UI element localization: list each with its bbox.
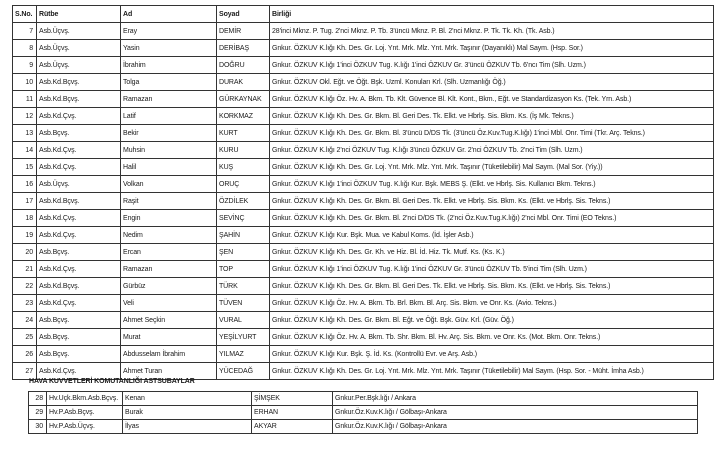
cell-unit: Gnkur. ÖZKUV K.lığı Kh. Des. Gr. Kh. ve Hiz. Bl. İd. Hiz. Tk. Mutf. Ks. (Ks. K.): [270, 244, 714, 261]
cell-surname: YÜCEDAĞ: [217, 363, 270, 380]
cell-unit: Gnkur. ÖZKUV K.lığı Kh. Des. Gr. Loj. Ynt. Mrk. Mlz. Ynt. Mrk. Taşınır (Tüketilebilir) Mal Saym. (Mal Sor. (Yiy.)): [270, 159, 714, 176]
cell-surname: YEŞİLYURT: [217, 329, 270, 346]
table-row: [13, 193, 714, 210]
table-row: [13, 23, 714, 40]
cell-surname: DERİBAŞ: [217, 40, 270, 57]
table-row: [13, 312, 714, 329]
cell-no: 17: [13, 193, 37, 210]
cell-rank: Asb.Kd.Çvş.: [37, 363, 121, 380]
cell-unit: Gnkur. ÖZKUV K.lığı Kh. Des. Gr. Bkm. Bl. Geri Des. Tk. Elkt. ve Hbrlş. Sis. Bkm. Ks. (Elkt. ve Hbrlş. Sis. Tekns.): [270, 193, 714, 210]
cell-rank: Asb.Bçvş.: [37, 346, 121, 363]
header-unit: Birliği: [270, 6, 714, 23]
cell-rank: Asb.Kd.Çvş.: [37, 261, 121, 278]
cell-no: 25: [13, 329, 37, 346]
table-row: [13, 91, 714, 108]
cell-first-name: Ahmet Seçkin: [121, 312, 217, 329]
cell-first-name: Tolga: [121, 74, 217, 91]
cell-surname: ORUÇ: [217, 176, 270, 193]
table-row: [13, 244, 714, 261]
cell-rank: Asb.Kd.Bçvş.: [37, 74, 121, 91]
cell-rank: Asb.Üçvş.: [37, 23, 121, 40]
header-rank: Rütbe: [37, 6, 121, 23]
cell-surname: KORKMAZ: [217, 108, 270, 125]
cell-unit: Gnkur. ÖZKUV K.lığı Kh. Des. Gr. Bkm. Bl. Geri Des. Tk. Elkt. ve Hbrlş. Sis. Bkm. Ks. (Elkt. ve Hbrlş. Sis. Tekns.): [270, 278, 714, 295]
cell-surname: ERHAN: [252, 406, 333, 420]
cell-unit: 28'inci Mknz. P. Tug. 2'nci Mknz. P. Tb. 3'üncü Mknz. P. Bl. 2'nci Mknz. P. Tk. Tk. Kh. (Tk. Asb.): [270, 23, 714, 40]
cell-unit: Gnkur. ÖZKUV K.lığı Öz. Hv. A. Bkm. Tb. Shr. Bkm. Bl. Hv. Arç. Sis. Bkm. ve Onr. Ks. (Mot. Bkm. Onr. Tekns.): [270, 329, 714, 346]
table-row: [13, 278, 714, 295]
cell-surname: ŞİMŞEK: [252, 392, 333, 406]
cell-rank: Asb.Kd.Çvş.: [37, 210, 121, 227]
cell-first-name: Ramazan: [121, 261, 217, 278]
table-header-row: [13, 6, 714, 23]
cell-first-name: Ercan: [121, 244, 217, 261]
cell-first-name: Volkan: [121, 176, 217, 193]
cell-first-name: Bekir: [121, 125, 217, 142]
cell-first-name: Abdusselam İbrahim: [121, 346, 217, 363]
cell-no: 15: [13, 159, 37, 176]
cell-unit: Gnkur. ÖZKUV K.lığı Kh. Des. Gr. Bkm. Bl. 2'nci D/DS Tk. (2'nci Öz.Kuv.Tug.K.lığı) 2'nci Mbl. Onr. Timi (EO Tekns.): [270, 210, 714, 227]
header-no: S.No.: [13, 6, 37, 23]
cell-no: 26: [13, 346, 37, 363]
cell-surname: TÜVEN: [217, 295, 270, 312]
cell-no: 28: [29, 392, 47, 406]
cell-unit: Gnkur. ÖZKUV K.lığı Kur. Bşk. Mua. ve Kabul Koms. (İd. İşler Asb.): [270, 227, 714, 244]
cell-unit: Gnkur. ÖZKUV K.lığı 2'nci ÖZKUV Tug. K.lığı 3'üncü ÖZKUV Gr. 2'nci ÖZKUV Tb. 2'nci Tim (Slh. Uzm.): [270, 142, 714, 159]
table-row: [13, 74, 714, 91]
cell-no: 10: [13, 74, 37, 91]
cell-unit: Gnkur. ÖZKUV K.lığı Kur. Bşk. Ş. İd. Ks. (Kontrollü Evr. ve Arş. Asb.): [270, 346, 714, 363]
header-first-name: Ad: [121, 6, 217, 23]
table-row: [13, 125, 714, 142]
table-row: [13, 295, 714, 312]
table-row: [13, 159, 714, 176]
table-row: [13, 210, 714, 227]
cell-no: 29: [29, 406, 47, 420]
table-row: [13, 57, 714, 74]
cell-no: 14: [13, 142, 37, 159]
cell-unit: Gnkur.Öz.Kuv.K.lığı / Gölbaşı-Ankara: [333, 420, 698, 434]
table-body: [13, 23, 714, 380]
cell-surname: DOĞRU: [217, 57, 270, 74]
table-row: [13, 108, 714, 125]
table-row: [13, 363, 714, 380]
cell-first-name: Ramazan: [121, 91, 217, 108]
cell-no: 9: [13, 57, 37, 74]
cell-rank: Asb.Üçvş.: [37, 57, 121, 74]
cell-unit: Gnkur. ÖZKUV K.lığı Öz. Hv. A. Bkm. Tb. Klt. Güvence Bl. Klt. Kont., Bkm., Eğt. ve Standardizasyon Ks. (Tek. Yrn. Asb.): [270, 91, 714, 108]
cell-rank: Asb.Kd.Çvş.: [37, 108, 121, 125]
cell-rank: Asb.Bçvş.: [37, 312, 121, 329]
cell-unit: Gnkur. ÖZKUV K.lığı 1'inci ÖZKUV Tug. K.lığı Kur. Bşk. MEBS Ş. (Elkt. ve Hbrlş. Sis. Kullanıcı Bkm. Tekns.): [270, 176, 714, 193]
cell-surname: ŞAHİN: [217, 227, 270, 244]
cell-rank: Hv.Uçk.Bkm.Asb.Bçvş.: [47, 392, 123, 406]
table-row: [13, 346, 714, 363]
cell-surname: DURAK: [217, 74, 270, 91]
personnel-table: [12, 5, 714, 380]
cell-surname: TÜRK: [217, 278, 270, 295]
cell-rank: Asb.Üçvş.: [37, 176, 121, 193]
table-row: [13, 142, 714, 159]
cell-no: 22: [13, 278, 37, 295]
cell-surname: AKYAR: [252, 420, 333, 434]
cell-rank: Asb.Bçvş.: [37, 244, 121, 261]
cell-unit: Gnkur. ÖZKUV K.lığı Kh. Des. Gr. Loj. Ynt. Mrk. Mlz. Ynt. Mrk. Taşınır (Tüketilebilir) Mal Saym. (Hsp. Sor. - Müht. İmha Asb.): [270, 363, 714, 380]
cell-first-name: Yasin: [121, 40, 217, 57]
cell-unit: Gnkur.Öz.Kuv.K.lığı / Gölbaşı-Ankara: [333, 406, 698, 420]
cell-surname: VURAL: [217, 312, 270, 329]
cell-surname: SEVİNÇ: [217, 210, 270, 227]
cell-surname: KUŞ: [217, 159, 270, 176]
cell-rank: Hv.P.Asb.Bçvş.: [47, 406, 123, 420]
cell-rank: Hv.P.Asb.Üçvş.: [47, 420, 123, 434]
cell-first-name: Muhsin: [121, 142, 217, 159]
cell-no: 12: [13, 108, 37, 125]
cell-rank: Asb.Kd.Bçvş.: [37, 91, 121, 108]
cell-unit: Gnkur. ÖZKUV K.lığı 1'inci ÖZKUV Tug. K.lığı 1'inci ÖZKUV Gr. 3'üncü ÖZKUV Tb. 5'inci Tim (Slh. Uzm.): [270, 261, 714, 278]
cell-first-name: Veli: [121, 295, 217, 312]
cell-first-name: Latif: [121, 108, 217, 125]
cell-first-name: Murat: [121, 329, 217, 346]
cell-rank: Asb.Kd.Çvş.: [37, 227, 121, 244]
cell-unit: Gnkur. ÖZKUV Okl. Eğt. ve Öğt. Bşk. Uzml. Konuları Krl. (Slh. Uzmanlığı Öğ.): [270, 74, 714, 91]
cell-first-name: İlyas: [123, 420, 252, 434]
table-row: [29, 392, 698, 406]
cell-rank: Asb.Kd.Çvş.: [37, 142, 121, 159]
cell-surname: TOP: [217, 261, 270, 278]
cell-unit: Gnkur. ÖZKUV K.lığı Kh. Des. Gr. Loj. Ynt. Mrk. Mlz. Ynt. Mrk. Taşınır (Dayanıklı) Mal Saym. (Hsp. Sor.): [270, 40, 714, 57]
cell-surname: KURU: [217, 142, 270, 159]
cell-unit: Gnkur. ÖZKUV K.lığı Kh. Des. Gr. Bkm. Bl. Geri Des. Tk. Elkt. ve Hbrlş. Sis. Bkm. Ks. (İş Mk. Tekns.): [270, 108, 714, 125]
cell-first-name: Raşit: [121, 193, 217, 210]
cell-first-name: Engin: [121, 210, 217, 227]
cell-rank: Asb.Bçvş.: [37, 125, 121, 142]
table-row: [13, 329, 714, 346]
header-surname: Soyad: [217, 6, 270, 23]
table-row: [13, 227, 714, 244]
cell-rank: Asb.Üçvş.: [37, 40, 121, 57]
cell-no: 13: [13, 125, 37, 142]
air-force-table: [28, 391, 698, 434]
cell-no: 20: [13, 244, 37, 261]
cell-surname: DEMİR: [217, 23, 270, 40]
table-row: [29, 406, 698, 420]
cell-no: 8: [13, 40, 37, 57]
cell-first-name: Eray: [121, 23, 217, 40]
cell-no: 30: [29, 420, 47, 434]
cell-rank: Asb.Bçvş.: [37, 329, 121, 346]
cell-first-name: Gürbüz: [121, 278, 217, 295]
cell-surname: KURT: [217, 125, 270, 142]
cell-surname: ÖZDİLEK: [217, 193, 270, 210]
cell-unit: Gnkur.Per.Bşk.lığı / Ankara: [333, 392, 698, 406]
table-row: [13, 176, 714, 193]
cell-unit: Gnkur. ÖZKUV K.lığı 1'inci ÖZKUV Tug. K.lığı 1'inci ÖZKUV Gr. 3'üncü ÖZKUV Tb. 6'ncı Tim (Slh. Uzm.): [270, 57, 714, 74]
section-title: HAVA KUVVETLERİ KOMUTANLIĞI ASTSUBAYLAR: [29, 378, 195, 385]
cell-no: 27: [13, 363, 37, 380]
cell-surname: YILMAZ: [217, 346, 270, 363]
cell-no: 24: [13, 312, 37, 329]
cell-no: 18: [13, 210, 37, 227]
cell-no: 19: [13, 227, 37, 244]
cell-surname: ŞEN: [217, 244, 270, 261]
cell-no: 21: [13, 261, 37, 278]
table-row: [13, 40, 714, 57]
cell-no: 16: [13, 176, 37, 193]
cell-unit: Gnkur. ÖZKUV K.lığı Kh. Des. Gr. Bkm. Bl. 3'üncü D/DS Tk. (3'üncü Öz.Kuv.Tug.K.lığı) 1'inci Mbl. Onr. Timi (Tkr. Arç. Tekns.): [270, 125, 714, 142]
cell-unit: Gnkur. ÖZKUV K.lığı Öz. Hv. A. Bkm. Tb. Brl. Bkm. Bl. Arç. Sis. Bkm. ve Onr. Ks. (Avio. Tekns.): [270, 295, 714, 312]
cell-rank: Asb.Kd.Çvş.: [37, 295, 121, 312]
cell-no: 11: [13, 91, 37, 108]
cell-first-name: Ahmet Turan: [121, 363, 217, 380]
cell-first-name: İbrahim: [121, 57, 217, 74]
cell-rank: Asb.Kd.Bçvş.: [37, 193, 121, 210]
table-row: [29, 420, 698, 434]
cell-first-name: Kenan: [123, 392, 252, 406]
cell-first-name: Nedim: [121, 227, 217, 244]
cell-unit: Gnkur. ÖZKUV K.lığı Kh. Des. Gr. Bkm. Bl. Eğt. ve Öğt. Bşk. Güv. Krl. (Güv. Öğ.): [270, 312, 714, 329]
cell-no: 23: [13, 295, 37, 312]
cell-first-name: Burak: [123, 406, 252, 420]
table-row: [13, 261, 714, 278]
air-force-table-body: [29, 392, 698, 434]
cell-surname: GÜRKAYNAK: [217, 91, 270, 108]
cell-no: 7: [13, 23, 37, 40]
cell-rank: Asb.Kd.Bçvş.: [37, 278, 121, 295]
cell-first-name: Halil: [121, 159, 217, 176]
cell-rank: Asb.Kd.Çvş.: [37, 159, 121, 176]
